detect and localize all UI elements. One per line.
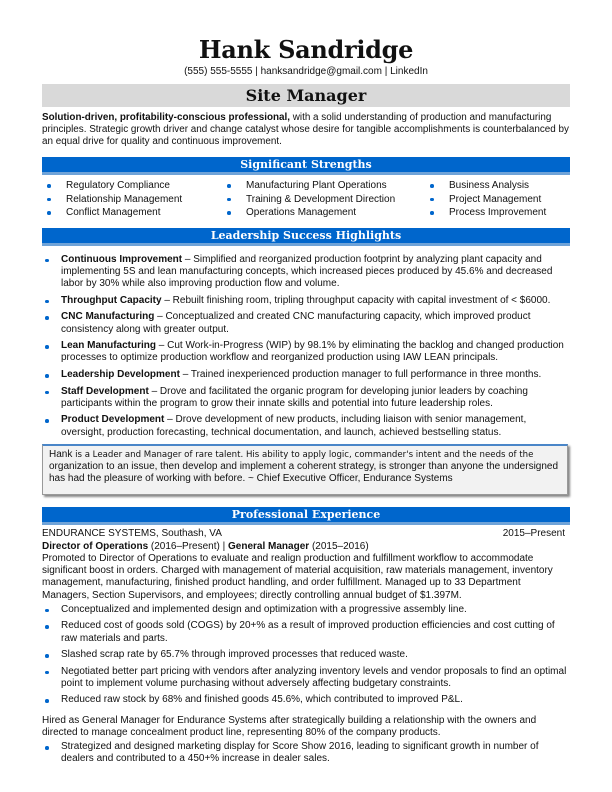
highlight-item: Throughput Capacity – Rebuilt finishing room, tripling throughput capacity with capital investment of < $6000. — [42, 295, 570, 307]
strengths-list — [42, 179, 570, 220]
highlight-item: Continuous Improvement – Simplified and reorganized production footprint by analyzing plant capacity and implementing 5S and lean manufacturing concepts, which increased pieces produced by 45.6% and decreased labor by 30% while also improving production flow and volume. — [42, 254, 570, 291]
gm-bullets — [42, 741, 570, 765]
strengths-column — [425, 179, 546, 220]
roles: Director of Operations (2016–Present) | General Manager (2015–2016) — [42, 540, 369, 552]
testimonial-box — [42, 444, 568, 496]
summary — [42, 112, 570, 147]
experience-heading: Professional Experience — [42, 507, 570, 525]
highlight-item: Leadership Development – Trained inexperienced production manager to full performance in three months. — [42, 369, 570, 381]
experience-item: Conceptualized and implemented design and optimization with a progressive assembly line. — [42, 604, 570, 616]
quote-text: organization to an issue, then develop and implement a coherent strategy, is stronger than anyone the undersigned has had the pleasure of working with before. ~ Chief Executive Officer, Endurance Systems — [49, 461, 559, 485]
contact-line — [42, 65, 570, 78]
resume — [42, 36, 570, 770]
company-name: ENDURANCE SYSTEMS, Southash, VA — [42, 528, 222, 540]
experience-item: Strategized and designed marketing display for Score Show 2016, leading to significant growth in number of dealers and contributed to a 450+% increase in dealer sales. — [42, 741, 570, 765]
strengths-column — [42, 179, 222, 220]
highlights-heading: Leadership Success Highlights — [42, 228, 570, 246]
employment-dates: 2015–Present — [502, 528, 565, 540]
summary-text: with a solid understanding of production and manufacturing principles. Strategic growth driver and change catalyst whose desire for tangible accomplishments is counterbalanced by an equal drive for quality and continuous improvement. — [42, 112, 569, 147]
candidate-name: Hank Sandridge — [198, 35, 414, 64]
highlight-item: Staff Development – Drove and facilitated the organic program for developing junior leaders by coaching participants within the program to grow their innate skills and potential into future leadership roles. — [42, 386, 570, 410]
strength-item: Process Improvement — [425, 206, 546, 220]
experience-bullets — [42, 604, 570, 707]
email-link[interactable]: hanksandridge@gmail.com — [260, 66, 382, 77]
strength-item: Manufacturing Plant Operations — [222, 179, 425, 193]
experience-item: Negotiated better part pricing with vendors after analyzing inventory levels and vendor proposals to find an optimal point to implement volume purchasing without adversely affecting budgetary constraints. — [42, 666, 570, 690]
strengths-heading: Significant Strengths — [42, 157, 570, 175]
company-row — [42, 528, 570, 540]
summary-lead: Solution-driven, profitability-conscious professional, — [42, 112, 290, 123]
quote-lead: Hank — [49, 448, 73, 460]
job-title: Site Manager — [42, 84, 570, 107]
strength-item: Conflict Management — [42, 206, 222, 220]
strength-item: Regulatory Compliance — [42, 179, 222, 193]
strength-item: Relationship Management — [42, 193, 222, 207]
strengths-column — [222, 179, 425, 220]
quote-text: is a Leader and Manager of rare talent. His ability to apply logic, commander's intent and the needs of the — [72, 449, 534, 460]
highlight-item: CNC Manufacturing – Conceptualized and created CNC manufacturing capacity, which improved product consistency along with greater output. — [42, 311, 570, 335]
experience-item: Reduced cost of goods sold (COGS) by 20+% as a result of improved production efficiencies and cost cutting of raw materials and parts. — [42, 620, 570, 644]
strength-item: Training & Development Direction — [222, 193, 425, 207]
highlight-item: Lean Manufacturing – Cut Work-in-Progress (WIP) by 98.1% by eliminating the backlog and changed production processes to optimize production workflow and reorganized production using IAW LEAN principals. — [42, 340, 570, 364]
gm-intro: Hired as General Manager for Endurance Systems after strategically building a relationship with the owners and directed to manage concealment product line, representing 80% of the company products. — [42, 714, 537, 738]
separator: | — [252, 66, 261, 77]
strength-item: Business Analysis — [425, 179, 546, 193]
experience-item: Slashed scrap rate by 65.7% through improved processes that reduced waste. — [42, 649, 570, 661]
linkedin-link[interactable]: LinkedIn — [390, 66, 428, 77]
strength-item: Operations Management — [222, 206, 425, 220]
strength-item: Project Management — [425, 193, 546, 207]
phone: (555) 555-5555 — [184, 66, 253, 77]
separator: | — [381, 66, 391, 77]
experience-item: Reduced raw stock by 68% and finished goods 45.6%, which contributed to improved P&L. — [42, 694, 570, 706]
highlights-list — [42, 254, 570, 439]
role-intro: Promoted to Director of Operations to evaluate and realign production and fulfillment workflow to accommodate significant boost in orders. Charged with management of material acquisition, raw materials management, inventory management, manufacturing, finished product handling, and order fulfillment. Managed up to 33 Department Managers, Section Supervisors, and employees; directly controlling annual budget of $1.397M. — [42, 552, 553, 601]
highlight-item: Product Development – Drove development of new products, including liaison with senior management, oversight, production forecasting, technical documentation, and launch, achieved bestselling status. — [42, 414, 570, 438]
